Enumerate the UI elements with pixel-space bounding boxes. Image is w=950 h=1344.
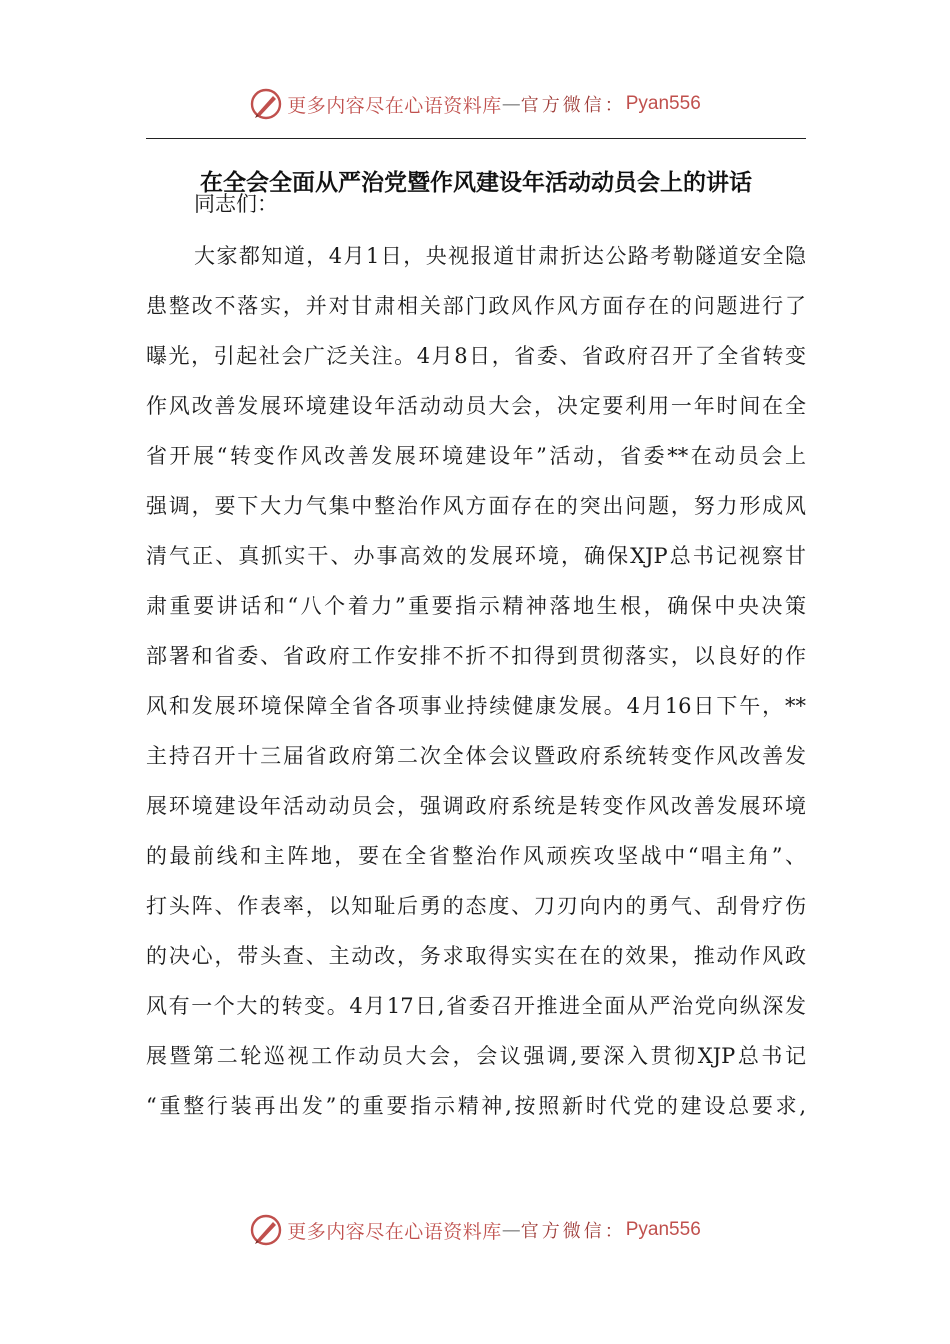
pen-logo-icon bbox=[249, 1213, 283, 1247]
body-line: 患整改不落实，并对甘肃相关部门政风作风方面存在的问题进行了 bbox=[146, 294, 806, 318]
banner-main-text: 更多内容尽在心语资料库 bbox=[287, 94, 502, 117]
header-banner bbox=[0, 82, 950, 126]
banner-wechat-id: Pyan556 bbox=[625, 1219, 701, 1240]
banner-wechat-label: 官方微信： bbox=[520, 95, 626, 116]
body-line: 的决心，带头查、主动改，务求取得实实在在的效果，推动作风政 bbox=[146, 944, 806, 968]
salutation: 同志们： bbox=[194, 192, 278, 216]
body-line: 的最前线和主阵地，要在全省整治作风顽疾攻坚战中“唱主角”、 bbox=[146, 844, 806, 868]
body-line: 部署和省委、省政府工作安排不折不扣得到贯彻落实，以良好的作 bbox=[146, 644, 806, 668]
pen-logo-icon bbox=[249, 87, 283, 121]
body-line: 清气正、真抓实干、办事高效的发展环境，确保XJP总书记视察甘 bbox=[146, 544, 806, 568]
body-line: 曝光，引起社会广泛关注。4月8日，省委、省政府召开了全省转变 bbox=[146, 344, 806, 368]
body-line: 省开展“转变作风改善发展环境建设年”活动，省委**在动员会上 bbox=[146, 444, 806, 468]
body-line: 风和发展环境保障全省各项事业持续健康发展。4月16日下午，** bbox=[146, 694, 806, 718]
banner-dash: — bbox=[501, 93, 521, 115]
body-line: 肃重要讲话和“八个着力”重要指示精神落地生根，确保中央决策 bbox=[146, 594, 806, 618]
banner-wechat-label: 官方微信： bbox=[520, 1221, 626, 1242]
body-line: “重整行装再出发”的重要指示精神,按照新时代党的建设总要求, bbox=[146, 1094, 806, 1118]
banner-dash: — bbox=[501, 1219, 521, 1241]
document-title: 在全会全面从严治党暨作风建设年活动动员会上的讲话 bbox=[200, 170, 752, 196]
body-line: 大家都知道，4月1日，央视报道甘肃折达公路考勒隧道安全隐 bbox=[194, 244, 806, 268]
footer-banner bbox=[0, 1208, 950, 1252]
body-line: 风有一个大的转变。4月17日,省委召开推进全面从严治党向纵深发 bbox=[146, 994, 806, 1018]
body-line: 展环境建设年活动动员会，强调政府系统是转变作风改善发展环境 bbox=[146, 794, 806, 818]
body-line: 主持召开十三届省政府第二次全体会议暨政府系统转变作风改善发 bbox=[146, 744, 806, 768]
banner-wechat-id: Pyan556 bbox=[625, 93, 701, 114]
body-line: 展暨第二轮巡视工作动员大会，会议强调,要深入贯彻XJP总书记 bbox=[146, 1044, 806, 1068]
body-line: 打头阵、作表率，以知耻后勇的态度、刀刃向内的勇气、刮骨疗伤 bbox=[146, 894, 806, 918]
header-divider bbox=[146, 138, 806, 139]
body-line: 作风改善发展环境建设年活动动员大会，决定要利用一年时间在全 bbox=[146, 394, 806, 418]
body-line: 强调，要下大力气集中整治作风方面存在的突出问题，努力形成风 bbox=[146, 494, 806, 518]
banner-main-text: 更多内容尽在心语资料库 bbox=[287, 1220, 502, 1243]
